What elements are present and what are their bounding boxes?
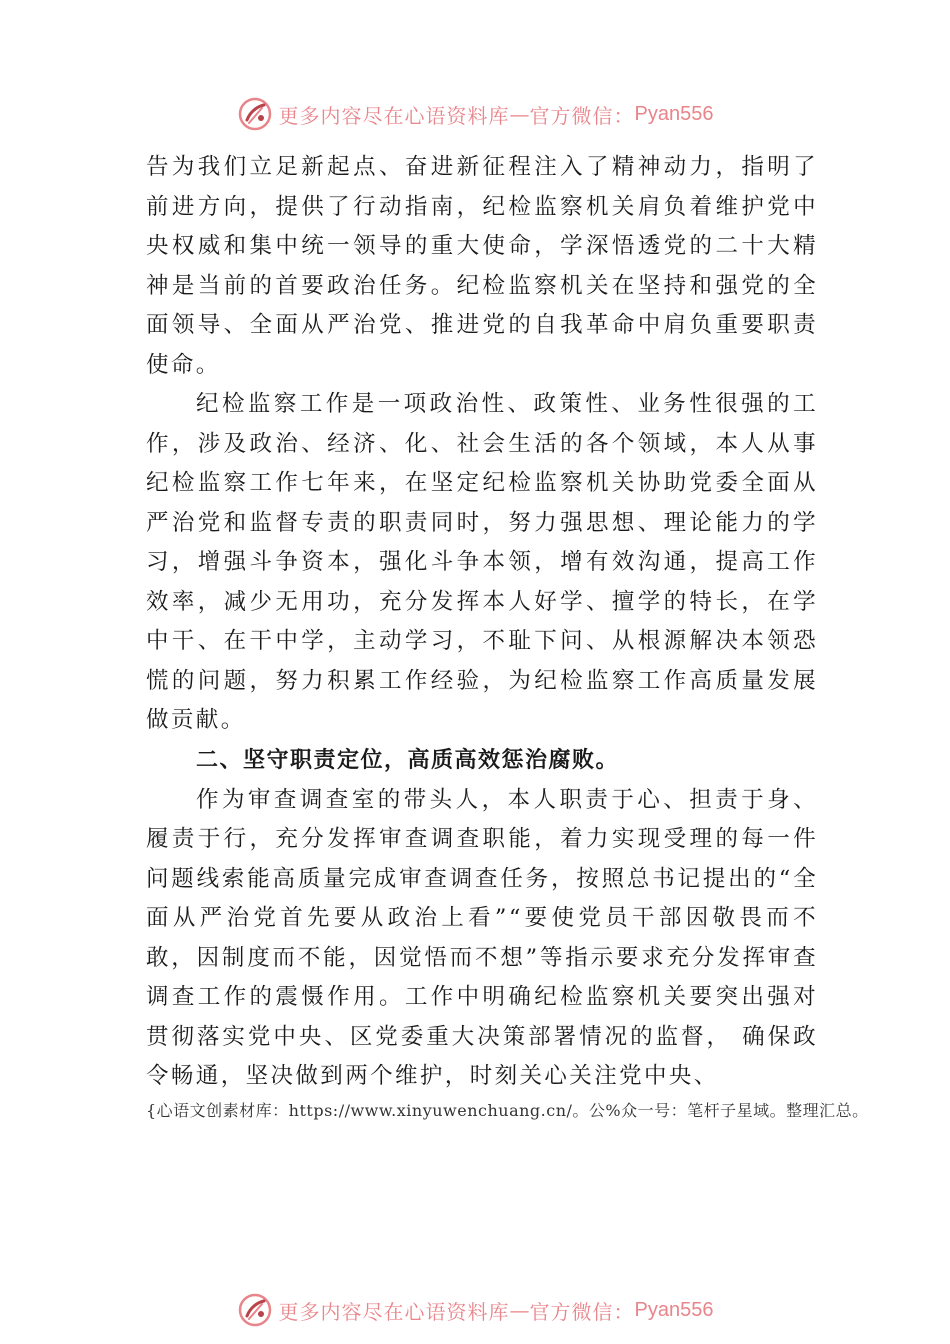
section-heading-2: 二、坚守职责定位，高质高效惩治腐败。 <box>196 747 620 773</box>
paragraph-1: 告为我们立足新起点、奋进新征程注入了精神动力，指明了前进方向，提供了行动指南，纪检监察机关肩负着维护党中央权威和集中统一领导的重大使命，学深悟透党的二十大精神是当前的首要政治任务。纪检监察机关在坚持和强党的全面领导、全面从严治党、推进党的自我革命中肩负重要职责使命。 <box>146 154 818 378</box>
paragraph-2: 纪检监察工作是一项政治性、政策性、业务性很强的工作，涉及政治、经济、化、社会生活的各个领域，本人从事纪检监察工作七年来，在坚定纪检监察机关协助党委全面从严治党和监督专责的职责同时，努力强思想、理论能力的学习，增强斗争资本，强化斗争本领，增有效沟通，提高工作效率，减少无用功，充分发挥本人好学、擅学的特长，在学中干、在干中学，主动学习，不耻下问、从根源解决本领恐慌的问题，努力积累工作经验，为纪检监察工作高质量发展做贡献。 <box>146 391 818 733</box>
brand-logo-icon <box>237 96 273 132</box>
banner-separator: — <box>509 1298 530 1322</box>
document-body <box>146 148 818 1097</box>
banner-brand-text: 更多内容尽在心语资料库 <box>278 1299 510 1324</box>
banner-official-label: 官方微信： <box>529 1299 635 1324</box>
banner-official-label: 官方微信： <box>529 103 635 128</box>
brand-logo-icon <box>237 1292 273 1328</box>
banner-wechat-id: Pyan556 <box>634 102 714 125</box>
banner-brand-text: 更多内容尽在心语资料库 <box>278 103 510 128</box>
footer-banner <box>0 1288 950 1332</box>
source-note: {心语文创素材库：https://www.xinyuwenchuang.cn/。公%众一号：笔杆子星域。整理汇总。 <box>146 1101 869 1120</box>
banner-wechat-id: Pyan556 <box>634 1298 714 1321</box>
header-banner <box>0 92 950 136</box>
banner-separator: — <box>509 102 530 126</box>
paragraph-3: 作为审查调查室的带头人，本人职责于心、担责于身、履责于行，充分发挥审查调查职能，着力实现受理的每一件问题线索能高质量完成审查调查任务，按照总书记提出的“全面从严治党首先要从政治上看”“要使党员干部因敬畏而不敢，因制度而不能，因觉悟而不想”等指示要求充分发挥审查调查工作的震慑作用。工作中明确纪检监察机关要突出强对贯彻落实党中央、区党委重大决策部署情况的监督， 确保政令畅通，坚决做到两个维护，时刻关心关注党中央、 <box>146 786 818 1089</box>
